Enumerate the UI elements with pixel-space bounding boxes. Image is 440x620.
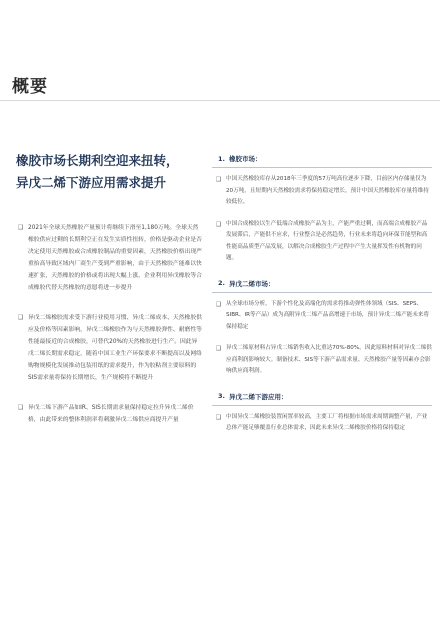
section-bullet-text: 从全球市场分析，下游个性化及高端化的需求将推动弹性体领域（SIS、SEPS、SIBR、IR等产品）成为高附异戊二烯产品高增速于市场，预计异戊二烯产能未来将保持稳定 [226,300,430,330]
bullet-square-icon: ❑ [216,300,222,308]
right-column [212,150,432,445]
section-divider [212,405,432,406]
section-downstream-applications [212,388,432,435]
section-divider [212,292,432,293]
section-header [212,275,432,292]
left-bullet [18,402,203,426]
bullet-square-icon: ❑ [18,404,24,411]
left-bullet [18,222,203,294]
left-column [18,222,203,444]
section-bullet-text: 中国异戊二烯橡胶装置闲置率较高，主要工厂将根据市场需求周期调整产量，产业总体产能足够覆盖行业总体需求，因此未来异戊二烯橡胶价格将保持稳定 [226,413,428,431]
page-title: 概要 [12,77,48,97]
left-bullet [18,312,203,384]
section-bullet [216,299,432,334]
bullet-square-icon: ❑ [18,314,24,321]
section-bullet [216,174,432,209]
section-header [212,150,432,167]
section-rubber-market [212,150,432,265]
section-number: 3. [218,392,225,400]
section-bullet-text: 中国合成橡胶以生产低端合成橡胶产品为主，产能严重过剩，而高端合成橡胶产品发展滞后，产能供不应求，行业整合是必然趋势，行业未来将趋向环保节能型和高性能高品质型产品发展，以解决合成橡胶生产过程中产生大量挥发性有机物的问题。 [226,220,428,261]
section-title: 异戊二烯市场： [229,279,275,288]
section-bullet-text: 中国天然橡胶库存从2018年三季度的57万吨高位逐步下降，目前区内存储量仅为20万吨，且短期内天然橡胶需求将保持稳定增长，预计中国天然橡胶库存量将维持较低位。 [226,176,429,205]
headline [16,150,206,194]
bullet-square-icon: ❑ [216,176,222,183]
section-bullet [216,412,432,435]
section-header [212,388,432,405]
section-bullet [216,219,432,265]
bullet-square-icon: ❑ [18,224,24,231]
left-bullet-text: 异戊二烯橡胶需求受下游行业使用习惯、异戊二烯成本、天然橡胶供应及价格等因素影响，异戊二烯橡胶作为与天然橡胶弹性、耐磨性等性能最接近的合成橡胶，可替代20%的天然橡胶进行生产。因此异戊二烯长期需求稳定，随着中国工业生产环保要求不断提高以及网络购物规模化发展推动包装用纸的需求提升，作为胶粘剂主要原料的SIS需求量将保持长期增长，生产规模将不断提升 [28,315,202,381]
left-bullet-text: 异戊二烯下游产品如IR、SIS长期需求量保持稳定拉升异戊二烯价格，由此带来的整体利润率将刺激异戊二烯供应商提升产量 [28,405,194,423]
bullet-square-icon: ❑ [216,413,222,421]
section-bullet [216,343,432,378]
section-title: 异戊二烯下游应用： [229,392,288,401]
section-number: 1. [218,154,225,163]
headline-line-2: 异戊二烯下游应用需求提升 [16,175,167,190]
left-bullet-text: 2021年全球天然橡胶产量预计将继续下滑至1,180万吨。全球天然橡胶供应过剩的长期利空正在发生实质性扭转，价格是驱动企业是否决定使用天然橡胶或合成橡胶制品的重要因素，天然橡胶价格出现严重抬高导致区域内厂商生产受到严重影响，由于天然橡胶产能难以快速扩张，天然橡胶的价格或将出现大幅上涨，企业利用异戊橡胶等合成橡胶代替天然橡胶的意愿将进一步提升 [28,225,202,291]
bullet-square-icon: ❑ [216,220,222,228]
title-divider [0,100,440,101]
section-bullet-text: 异戊二烯原材料占异戊二烯销售收入比重达70%-80%，因此原料材料对异戊二烯供应商利润影响较大。制备技术、SIS等下游产品需求量、天然橡胶产量等因素亦会影响供应商利润。 [226,345,432,374]
bullet-square-icon: ❑ [216,345,222,352]
section-title: 橡胶市场： [229,155,262,163]
section-number: 2. [218,279,225,287]
section-isoprene-market [212,275,432,378]
section-divider [212,167,432,168]
headline-line-1: 橡胶市场长期利空迎来扭转， [16,153,179,168]
